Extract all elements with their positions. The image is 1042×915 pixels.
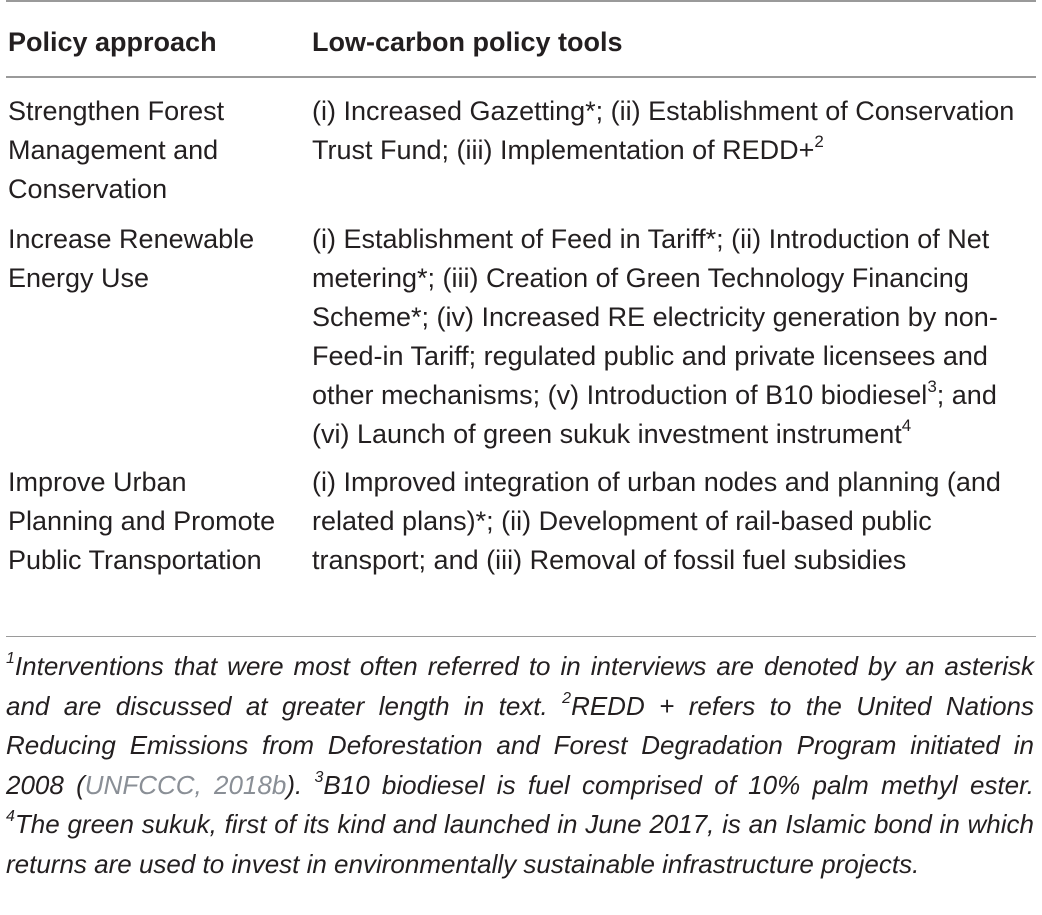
- row-3-tools: (i) Improved integration of urban nodes and planning (and related plans)*; (ii) Development of rail-based public transport; and (iii) Removal of fossil fuel subsidies: [312, 467, 1001, 575]
- header-low-carbon-tools: Low-carbon policy tools: [312, 27, 623, 57]
- header-policy-approach: Policy approach: [8, 27, 217, 57]
- header-rule: [6, 76, 1036, 78]
- footnote-mark-3: 3: [314, 768, 324, 786]
- footnote-text-1: Interventions that were most often referred to in interviews are denoted by an asterisk and are discussed at greater length in text.: [6, 651, 1034, 721]
- footnote-text-2: REDD + refers to the United Nations Reducing Emissions from Deforestation and Forest Degradation Program initiated in 2008 (: [6, 690, 1034, 800]
- row-2-tools: [312, 220, 1036, 454]
- row-2-footnote-mark-3: 3: [927, 377, 937, 396]
- row-1-footnote-mark: 2: [814, 132, 824, 151]
- top-rule: [6, 0, 1036, 2]
- footnote-text-3: ).: [286, 769, 315, 800]
- row-2-footnote-mark-4: 4: [901, 416, 912, 435]
- footnote-text-5: The green sukuk, first of its kind and launched in June 2017, is an Islamic bond in which returns are used to invest in environmentally sustainable infrastructure projects.: [6, 809, 1034, 879]
- footnote-text-4: B10 biodiesel is fuel comprised of 10% palm methyl ester.: [323, 769, 1035, 800]
- row-2-tools-tail: ; and (vi) Launch of green sukuk investment instrument: [312, 380, 997, 449]
- footnote-mark-1: 1: [6, 650, 15, 668]
- row-3-approach: Improve Urban Planning and Promote Public Transportation: [8, 467, 276, 575]
- footnote-mark-4: 4: [6, 808, 15, 826]
- bottom-rule: [6, 636, 1036, 637]
- row-2-tools-text: (i) Establishment of Feed in Tariff*; (ii) Introduction of Net metering*; (iii) Creation of Green Technology Financing Scheme*; (iv) Increased RE electricity generation by non-Feed-in Tariff; regulated public and private licensees and other mechanisms; (v) Introduction of B10 biodiesel: [312, 224, 998, 410]
- row-1-tools-text: (i) Increased Gazetting*; (ii) Establishment of Conservation Trust Fund; (iii) Implementation of REDD+: [312, 96, 1015, 165]
- row-1-tools: [312, 92, 1036, 170]
- row-2-approach: Increase Renewable Energy Use: [8, 224, 255, 293]
- citation-link[interactable]: UNFCCC, 2018b: [84, 769, 287, 800]
- row-1-approach: Strengthen Forest Management and Conservation: [8, 96, 225, 204]
- table-footnote: [6, 647, 1034, 884]
- footnote-mark-2: 2: [562, 689, 572, 707]
